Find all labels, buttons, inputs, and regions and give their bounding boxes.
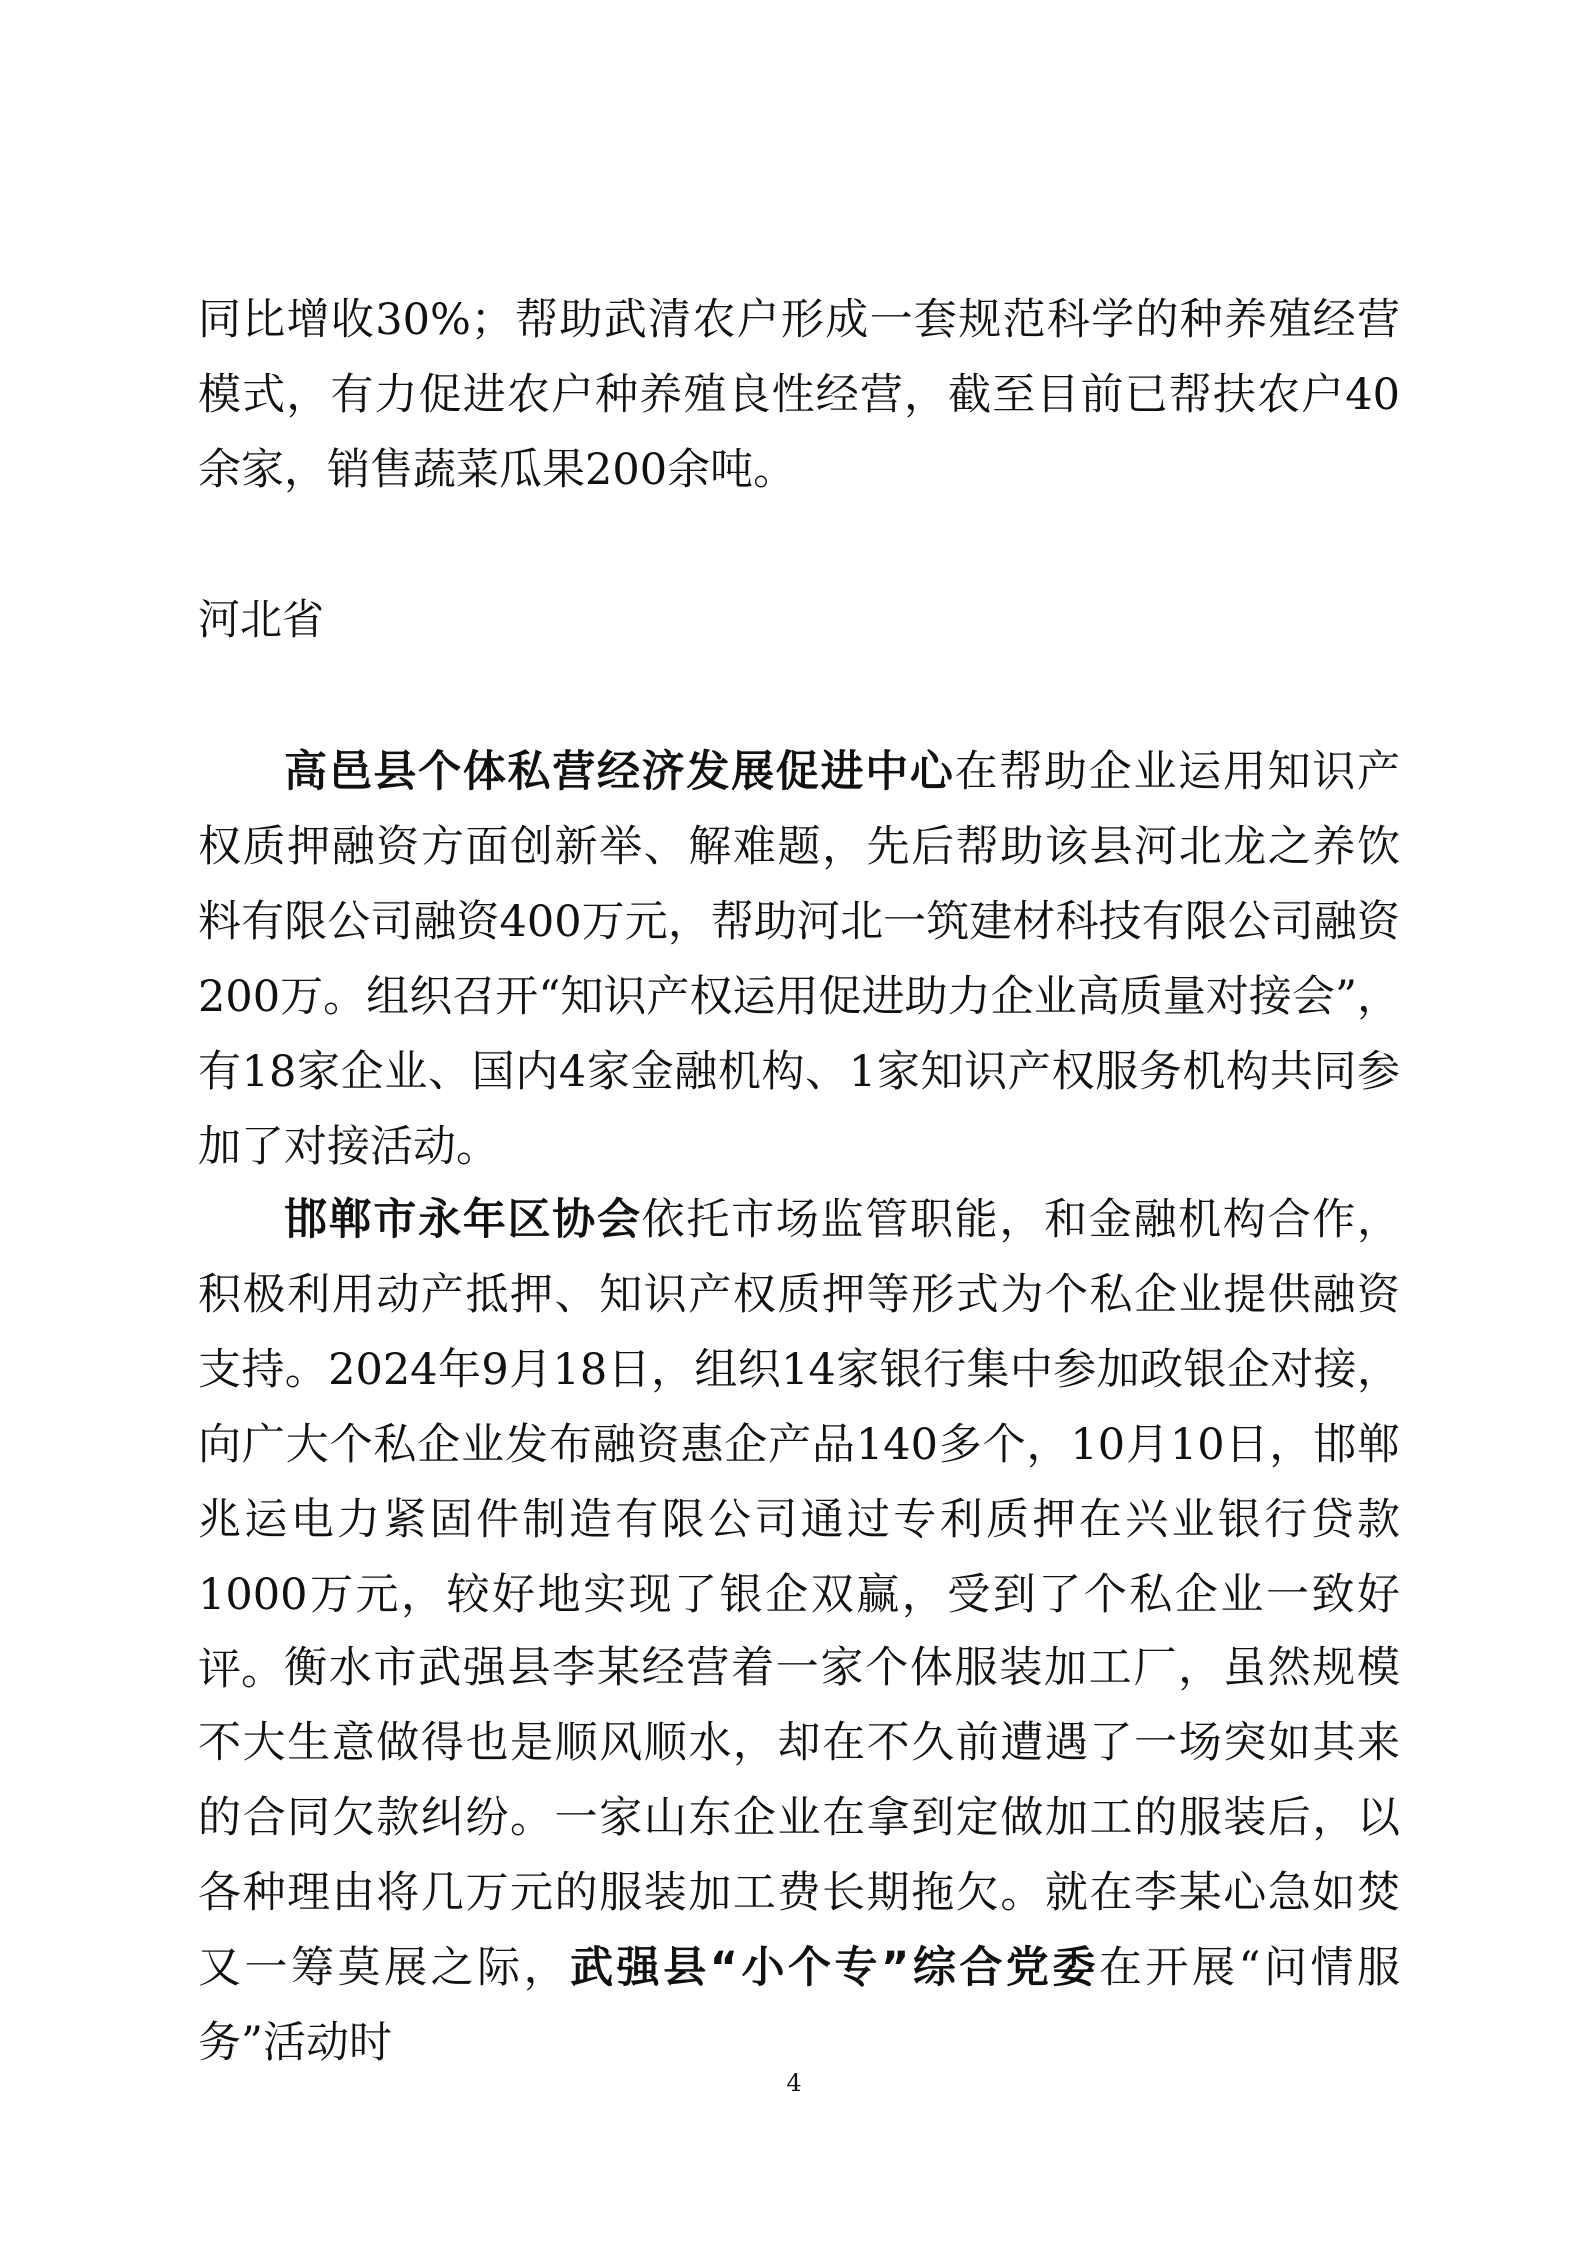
continuation-paragraph: 同比增收30%；帮助武清农户形成一套规范科学的种养殖经营模式，有力促进农户种养殖良性经营，截至目前已帮扶农户40余家，销售蔬菜瓜果200余吨。 [198, 295, 1400, 495]
paragraph-yongnian [198, 1183, 1400, 1708]
paragraph-gaoyi [198, 735, 1400, 1185]
section-heading: 河北省 [198, 595, 325, 644]
paragraph-text: 依托市场监管职能，和金融机构合作，积极利用动产抵押、知识产权质押等形式为个私企业提供融资支持。2024年9月18日，组织14家银行集中参加政银企对接，向广大个私企业发布融资惠企产品140多个，10月10日，邯郸兆运电力紧固件制造有限公司通过专利质押在兴业银行贷款1000万元，较好地实现了银企双赢，受到了个私企业一致好评。 [198, 1195, 1401, 1695]
organization-name: 邯郸市永年区协会 [284, 1195, 642, 1245]
paragraph-text: 在帮助企业运用知识产权质押融资方面创新举、解难题，先后帮助该县河北龙之养饮料有限公司融资400万元，帮助河北一筑建材科技有限公司融资200万。组织召开“知识产权运用促进助力企业高质量对接会”，有18家企业、国内4家金融机构、1家知识产权服务机构共同参加了对接活动。 [198, 747, 1400, 1172]
paragraph-text: 在开展“问情服务”活动时 [198, 1943, 1401, 2068]
organization-name: 武强县“小个专”综合党委 [570, 1943, 1099, 1993]
page-number: 4 [786, 2069, 802, 2097]
paragraph-text: 衡水市武强县李某经营着一家个体服装加工厂，虽然规模不大生意做得也是顺风顺水，却在不久前遭遇了一场突如其来的合同欠款纠纷。一家山东企业在拿到定做加工的服装后，以各种理由将几万元的服装加工费长期拖欠。就在李某心急如焚又一筹莫展之际， [198, 1643, 1400, 1993]
paragraph-wuqiang [198, 1631, 1400, 2081]
organization-name: 高邑县个体私营经济发展促进中心 [284, 747, 955, 797]
